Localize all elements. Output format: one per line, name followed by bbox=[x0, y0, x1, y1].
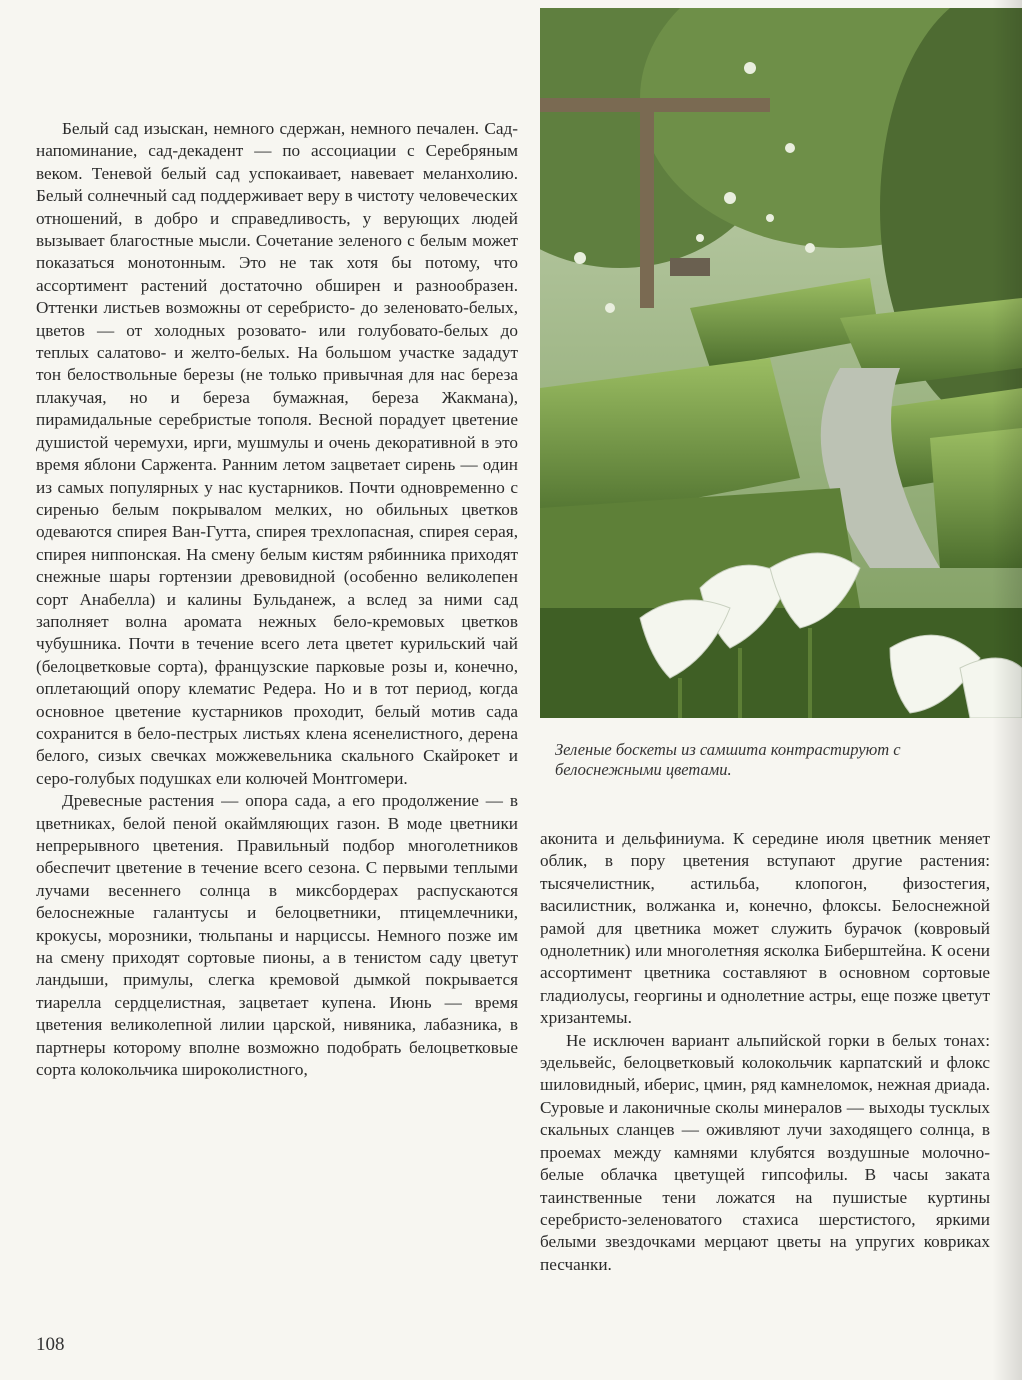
page-edge-shadow bbox=[992, 0, 1022, 1380]
paragraph-summer-flowers: аконита и дельфиниума. К середине июля цветник меняет облик, в пору цветения вступают другие растения: тысячелистник, астильба, клопогон, физостегия, василистник, волжанка и, конечно, флоксы. Белоснежной рамой для цветника может служить бурачок (ковровый однолетник) или многолетняя ясколка Биберштейна. К осени ассортимент цветника составляют в основном сортовые гладиолусы, георгины и однолетние астры, еще позже цветут хризантемы. bbox=[540, 829, 990, 1028]
left-text-column bbox=[36, 118, 518, 1081]
garden-photo-illustration bbox=[540, 8, 1022, 718]
paragraph-alpine-hill: Не исключен вариант альпийской горки в белых тонах: эдельвейс, белоцветковый колокольчик карпатский и флокс шиловидный, иберис, цмин, ряд камнеломок, нежная дриада. Суровые и лаконичные сколы минералов — выходы тусклых скальных сланцев — оживляют лучи заходящего солнца, в проемах между камнями клубятся воздушные молочно-белые облачка цветущей гипсофилы. В часы заката таинственные тени ложатся на пушистые куртины серебристо-зеленоватого стахиса шерстистого, яркими белыми звездочками мерцают цветы на упругих ковриках песчанки. bbox=[540, 1030, 990, 1274]
photo-caption: Зеленые боскеты из самшита контрастируют с белоснежными цветами. bbox=[555, 740, 901, 779]
right-text-column bbox=[540, 828, 990, 1276]
paragraph-woody-plants: Древесные растения — опора сада, а его продолжение — в цветниках, белой пеной окаймляющих газон. В моде цветники непрерывного цветения. Правильный подбор многолетников обеспечит цветение в течение всего сезона. С первыми теплыми лучами весеннего солнца в миксбордерах распускаются белоснежные галантусы и белоцветники, птицемлечники, крокусы, морозники, тюльпаны и нарциссы. Немного позже им на смену приходят сортовые пионы, а в тенистом саду цветут ландыши, примулы, слегка кремовой дымкой покрывается тиарелла сердцелистная, зацветает купена. Июнь — время цветения великолепной лилии царской, нивяника, лабазника, в партнеры которому вполне возможно подобрать белоцветковые сорта колокольчика широколистного, bbox=[36, 791, 518, 1080]
garden-photo bbox=[540, 8, 1022, 718]
page-number: 108 bbox=[36, 1334, 65, 1355]
paragraph-white-garden: Белый сад изыскан, немного сдержан, немного печален. Сад-напоминание, сад-декадент — по ассоциации с Серебряным веком. Теневой белый сад успокаивает, навевает меланхолию. Белый солнечный сад поддерживает веру в чистоту человеческих отношений, в добро и справедливость, у верующих людей вызывает благостные мысли. Сочетание зеленого с белым может показаться монотонным. Это не так хотя бы потому, что ассортимент растений достаточно обширен и разнообразен. Оттенки листьев возможны от серебристо- до зеленовато-белых, цветов — от холодных розовато- или голубовато-белых до теплых салатово- и желто-белых. На большом участке зададут тон белоствольные березы (не только привычная для нас береза плакучая, но и береза бумажная, береза Жакмана), пирамидальные серебристые тополя. Весной порадует цветение душистой черемухи, ирги, мушмулы и очень декоративной в это время яблони Саржента. Ранним летом зацветает сирень — один из самых популярных у нас кустарников. Почти одновременно с сиренью белым покрывалом мелких, но обильных цветков одеваются спирея Ван-Гутта, спирея трехлопасная, спирея серая, спирея ниппонская. На смену белым кистям рябинника приходят снежные шары гортензии древовидной (особенно великолепен сорт Анабелла) и калины Бульданеж, а вслед за ними сад заполняет волна аромата нежных бело-кремовых цветков чубушника. Почти в течение всего лета цветет курильский чай (белоцветковые сорта), французские парковые розы и, конечно, оплетающий опору клематис Редера. Но и в тот период, когда основное цветение кустарников проходит, белый мотив сада сохранится в бело-пестрых листьях клена ясенелистного, дерена белого, сизых свечках можжевельника скального Скайрокет и серо-голубых подушках ели колючей Монтгомери. bbox=[36, 119, 518, 788]
